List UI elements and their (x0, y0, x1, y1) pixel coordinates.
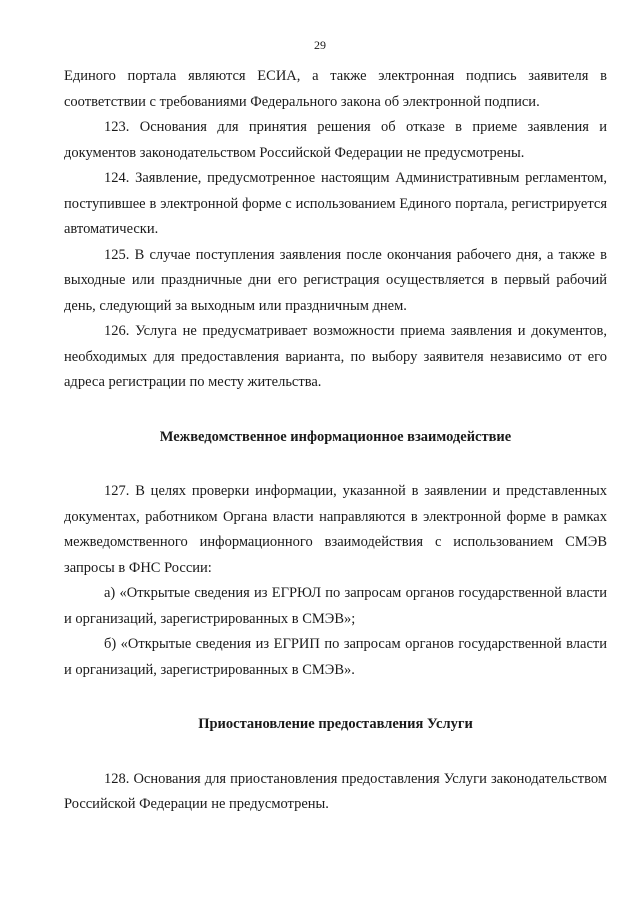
paragraph-128: 128. Основания для приостановления предоставления Услуги законодательством Российской Федерации не предусмотрены. (64, 770, 607, 812)
paragraph-123: 123. Основания для принятия решения об отказе в приеме заявления и документов законодательством Российской Федерации не предусмотрены. (64, 119, 607, 161)
page-content (64, 64, 607, 818)
paragraph-127-a: а) «Открытые сведения из ЕГРЮЛ по запросам органов государственной власти и организаций, зарегистрированных в СМЭВ»; (64, 585, 607, 627)
paragraph-127-b: б) «Открытые сведения из ЕГРИП по запросам органов государственной власти и организаций, зарегистрированных в СМЭВ». (64, 636, 607, 678)
section-heading-interagency: Межведомственное информационное взаимодействие (159, 428, 512, 445)
paragraph-125: 125. В случае поступления заявления после окончания рабочего дня, а также в выходные или праздничные дни его регистрация осуществляется в первый рабочий день, следующий за выходным или праздничным днем. (64, 246, 607, 314)
paragraph-124: 124. Заявление, предусмотренное настоящим Административным регламентом, поступившее в электронной форме с использованием Единого портала, регистрируется автоматически. (64, 170, 607, 237)
page-number: 29 (314, 38, 326, 52)
section-heading-suspension: Приостановление предоставления Услуги (198, 716, 473, 732)
paragraph-127: 127. В целях проверки информации, указанной в заявлении и представленных документах, работником Органа власти направляются в электронной форме в рамках межведомственного информационного взаимодействия с использованием СМЭВ запросы в ФНС России: (64, 483, 607, 576)
paragraph-continuation: Единого портала являются ЕСИА, а также электронная подпись заявителя в соответствии с требованиями Федерального закона об электронной подписи. (64, 68, 607, 110)
paragraph-126: 126. Услуга не предусматривает возможности приема заявления и документов, необходимых для предоставления варианта, по выбору заявителя независимо от его адреса регистрации по месту жительства. (64, 323, 607, 390)
